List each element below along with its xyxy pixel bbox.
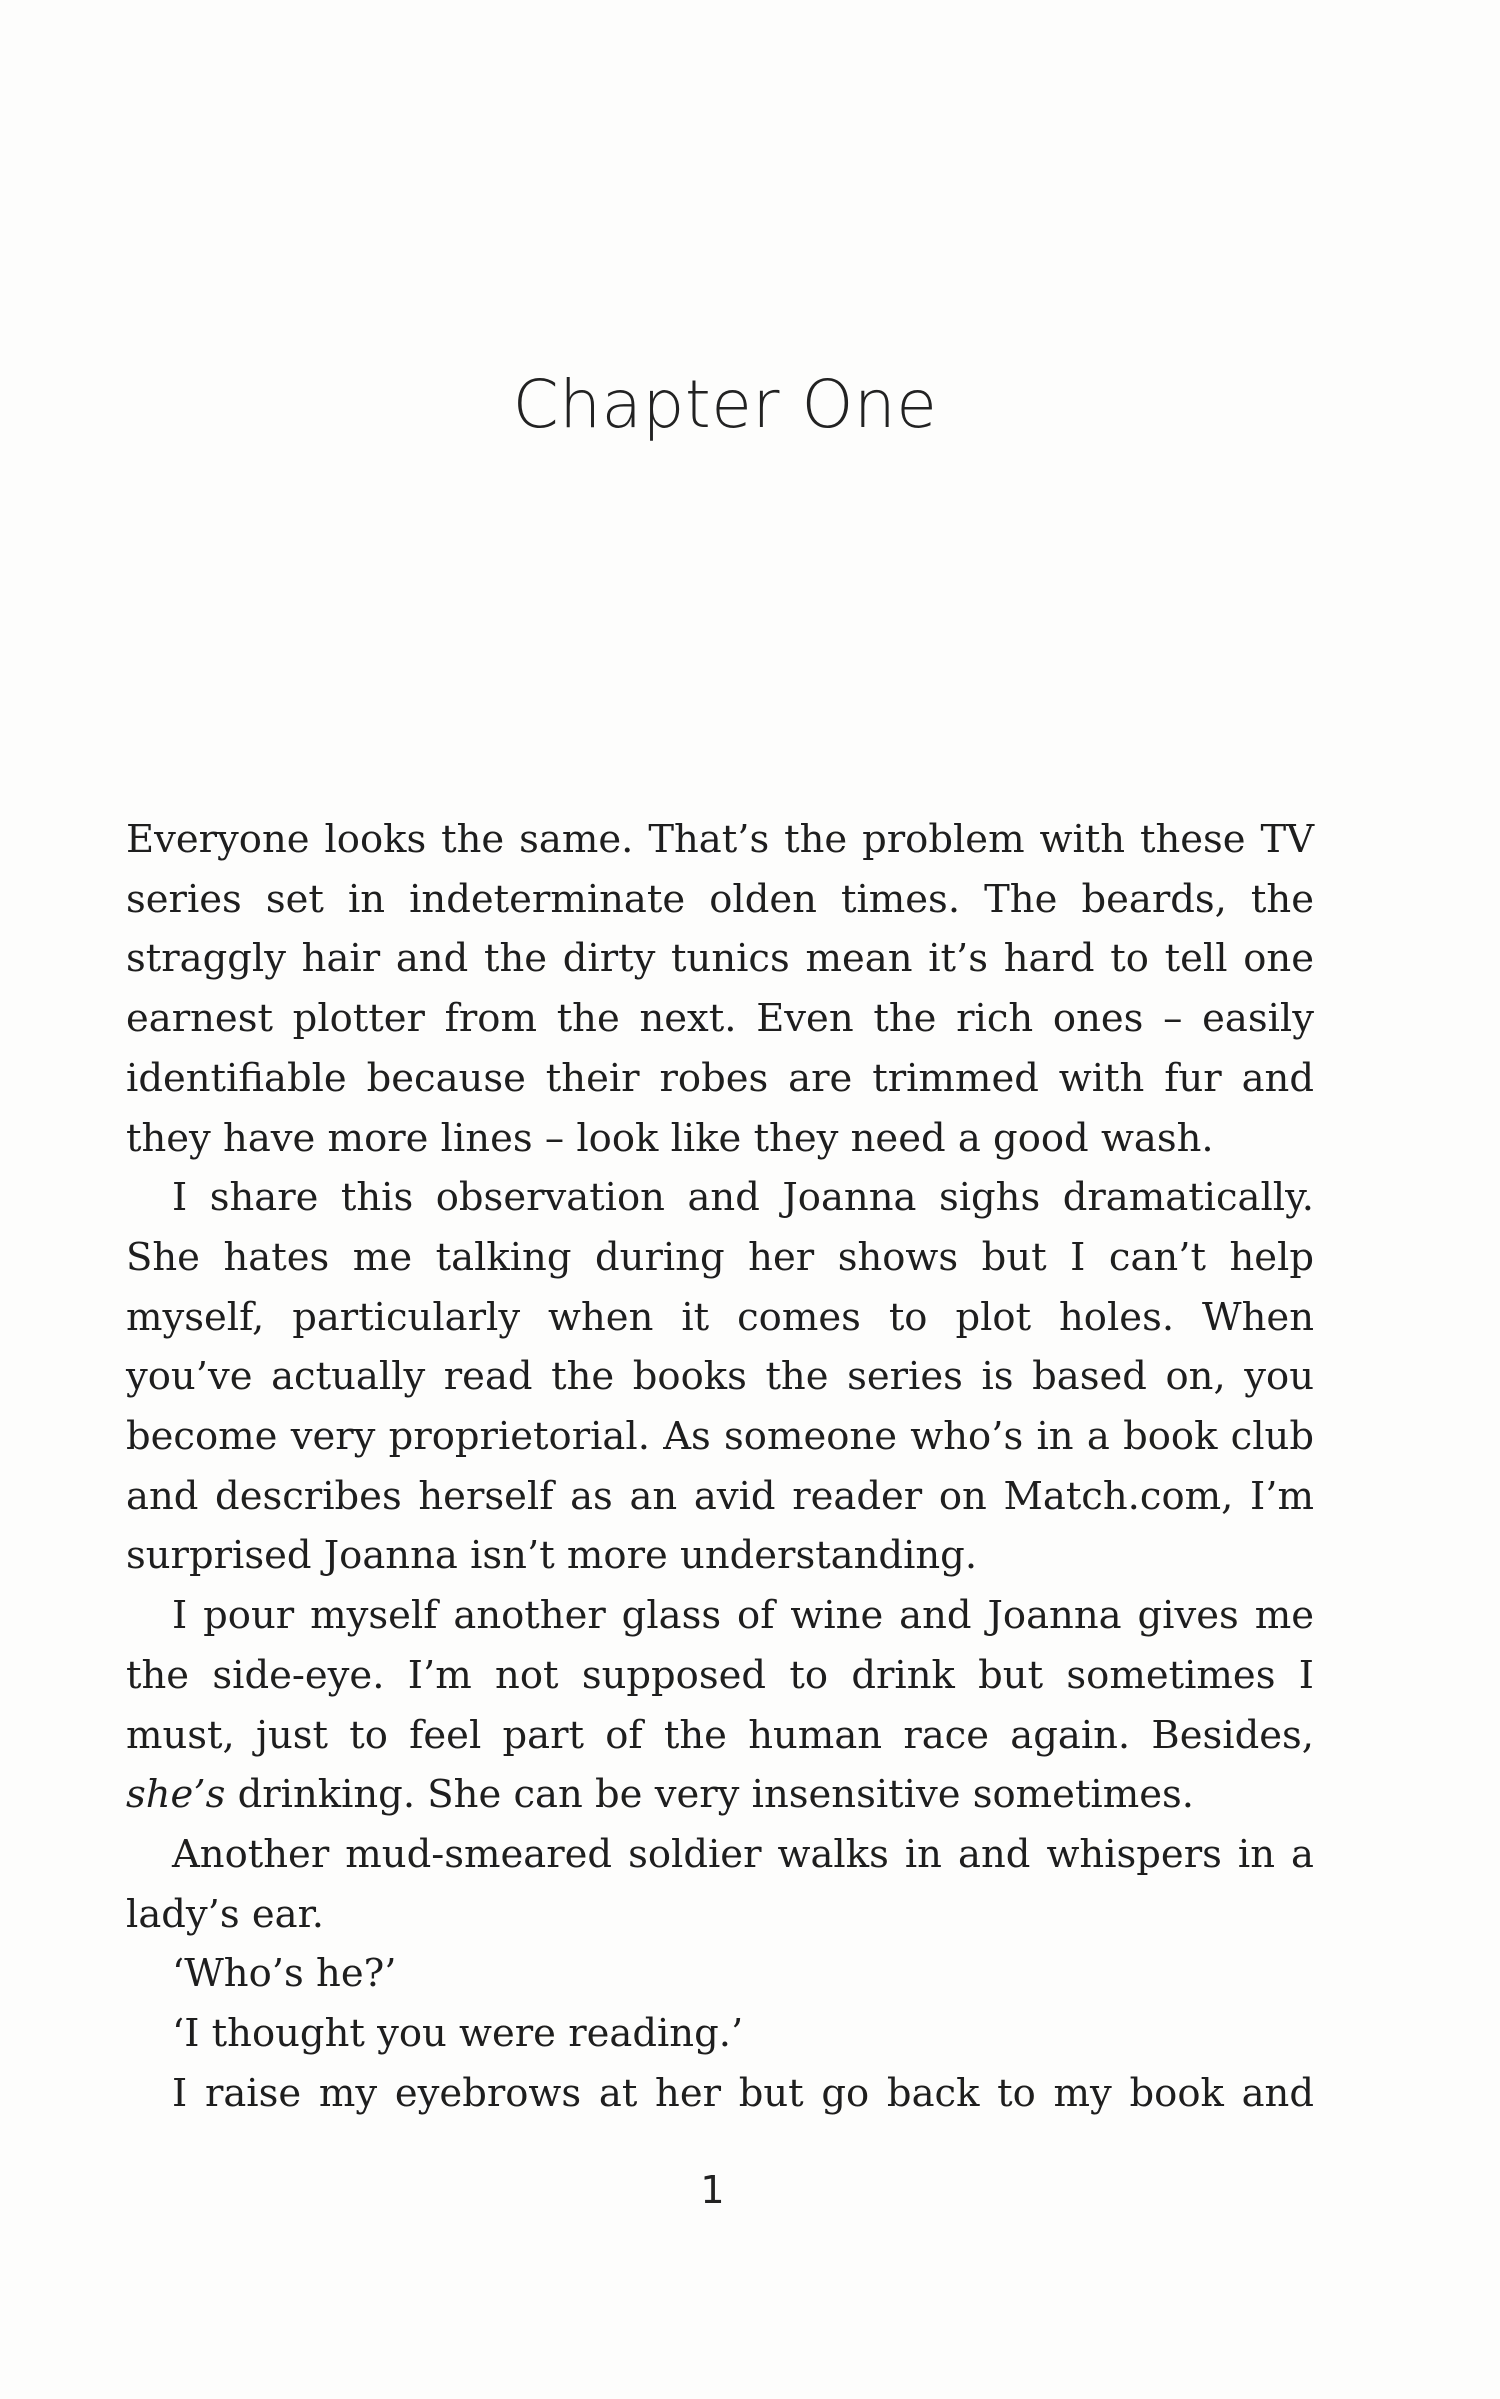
paragraph-1: Everyone looks the same. That’s the problem with these TV series set in indeterminate olden times. The beards, the straggly hair and the dirty tunics mean it’s hard to tell one earnest plotter from the next. Even the rich ones – easily identifiable because their robes are trimmed with fur and they have more lines – look like they need a good wash. xyxy=(126,817,1314,1161)
chapter-body xyxy=(126,810,1314,2123)
paragraph-3 xyxy=(126,1586,1314,1825)
dialogue-line-2: ‘I thought you were reading.’ xyxy=(172,2011,744,2057)
paragraph-2: I share this observation and Joanna sighs dramatically. She hates me talking during her shows but I can’t help myself, particularly when it comes to plot holes. When you’ve actually read the books the series is based on, you become very proprietorial. As someone who’s in a book club and describes herself as an avid reader on Match.com, I’m surprised Joanna isn’t more understanding. xyxy=(126,1175,1314,1579)
paragraph-continued: I raise my eyebrows at her but go back to my book and xyxy=(172,2070,1314,2116)
paragraph-4: Another mud-smeared soldier walks in and whispers in a lady’s ear. xyxy=(126,1831,1314,1937)
chapter-title: Chapter One xyxy=(512,366,938,443)
paragraph-3-end: drinking. She can be very insensitive sometimes. xyxy=(225,1772,1195,1818)
page-number: 1 xyxy=(700,2168,725,2212)
dialogue-line-1: ‘Who’s he?’ xyxy=(172,1951,397,1997)
paragraph-3-start: I pour myself another glass of wine and Joanna gives me the side-eye. I’m not supposed to drink but sometimes I must, just to feel part of the human race again. Besides, xyxy=(126,1593,1314,1758)
paragraph-3-emphasis: she’s xyxy=(126,1772,226,1818)
